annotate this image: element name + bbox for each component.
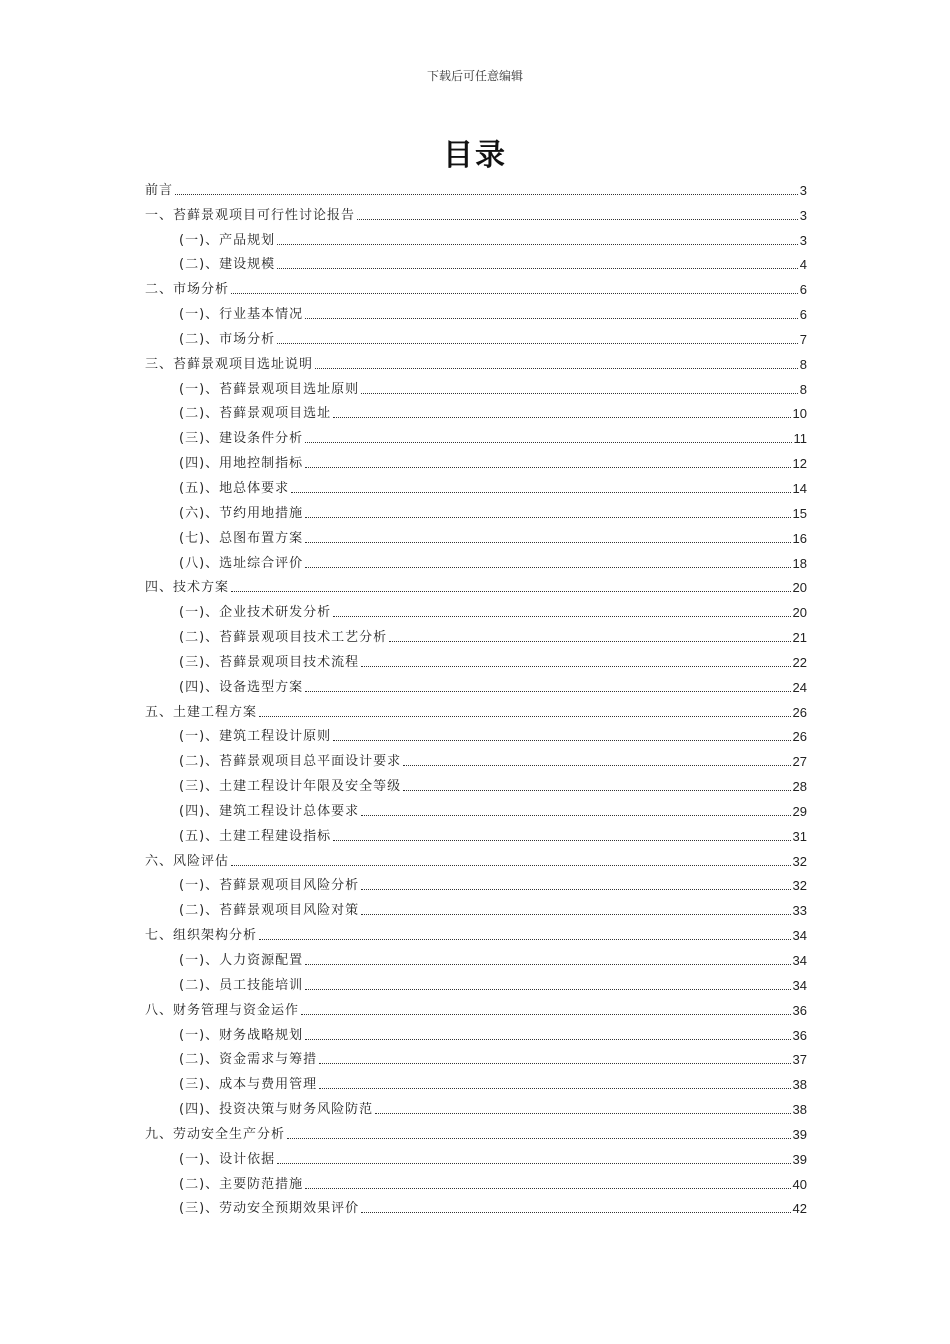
toc-entry-text: (六)、节约用地措施	[179, 505, 304, 521]
toc-entry-text: (一)、建筑工程设计原则	[179, 729, 332, 745]
toc-entry-section[interactable]	[145, 299, 807, 324]
toc-page-number: 34	[792, 977, 807, 993]
toc-entry-text: (二)、建设规模	[179, 257, 276, 273]
toc-page-number: 14	[792, 480, 807, 496]
toc-page-number: 3	[799, 207, 807, 223]
dot-leader	[361, 666, 790, 667]
dot-leader	[315, 368, 798, 369]
toc-entry-section[interactable]	[145, 796, 807, 821]
toc-entry-text: (二)、苔藓景观项目技术工艺分析	[179, 630, 388, 646]
toc-entry-text: (七)、总图布置方案	[179, 530, 304, 546]
dot-leader	[305, 442, 791, 443]
toc-entry-section[interactable]	[145, 473, 807, 498]
toc-page-number: 20	[792, 580, 807, 596]
toc-page-number: 33	[792, 903, 807, 919]
dot-leader	[301, 1014, 791, 1015]
toc-page-number: 12	[792, 456, 807, 472]
toc-page-number: 28	[792, 779, 807, 795]
dot-leader	[277, 244, 798, 245]
dot-leader	[231, 591, 791, 592]
toc-entry-section[interactable]	[145, 423, 807, 448]
toc-page-number: 7	[799, 331, 807, 347]
dot-leader	[319, 1088, 790, 1089]
toc-entry-section[interactable]	[145, 672, 807, 697]
toc-entry-text: (四)、建筑工程设计总体要求	[179, 803, 360, 819]
dot-leader	[277, 343, 798, 344]
toc-entry-text: 一、苔藓景观项目可行性讨论报告	[145, 207, 356, 223]
toc-page-number: 29	[792, 803, 807, 819]
dot-leader	[287, 1138, 791, 1139]
toc-entry-text: (五)、土建工程建设指标	[179, 828, 332, 844]
dot-leader	[231, 865, 791, 866]
toc-page-number: 34	[792, 953, 807, 968]
toc-entry-text: 前言	[145, 182, 174, 198]
toc-entry-text: (二)、苔藓景观项目风险对策	[179, 903, 360, 919]
toc-entry-text: (二)、苔藓景观项目总平面设计要求	[179, 754, 402, 770]
toc-entry-section[interactable]	[145, 871, 807, 896]
toc-entry-section[interactable]	[145, 1094, 807, 1119]
toc-page-number: 18	[792, 555, 807, 571]
toc-entry-text: 二、市场分析	[145, 282, 230, 298]
toc-entry-section[interactable]	[145, 374, 807, 399]
toc-page-number: 24	[792, 679, 807, 695]
dot-leader	[375, 1113, 790, 1114]
header-note: 下载后可任意编辑	[426, 69, 523, 83]
toc-entry-chapter[interactable]	[145, 274, 807, 299]
toc-entry-text: 五、土建工程方案	[145, 704, 258, 720]
toc-entry-text: (二)、市场分析	[179, 331, 276, 347]
toc-entry-text: (一)、苔藓景观项目风险分析	[179, 878, 360, 894]
toc-page-number: 26	[792, 704, 807, 720]
dot-leader	[333, 740, 790, 741]
toc-entry-section[interactable]	[145, 821, 807, 846]
toc-entry-text: (一)、产品规划	[179, 232, 276, 248]
toc-entry-chapter[interactable]	[145, 697, 807, 722]
toc-entry-chapter[interactable]	[145, 573, 807, 598]
toc-entry-section[interactable]	[145, 895, 807, 920]
dot-leader	[357, 219, 798, 220]
toc-entry-section[interactable]	[145, 225, 807, 250]
toc-entry-chapter[interactable]	[145, 349, 807, 374]
table-of-contents	[145, 175, 807, 1218]
dot-leader	[403, 765, 790, 766]
toc-page-number: 6	[799, 307, 807, 323]
toc-page-number: 39	[792, 1151, 807, 1167]
toc-page-number: 3	[799, 182, 807, 198]
dot-leader	[305, 517, 790, 518]
toc-page-number: 34	[792, 928, 807, 944]
dot-leader	[361, 1212, 790, 1213]
toc-page-number: 37	[792, 1052, 807, 1068]
dot-leader	[175, 194, 798, 195]
toc-entry-text: (一)、财务战略规划	[179, 1027, 304, 1043]
toc-page-number: 4	[799, 257, 807, 273]
toc-entry-text: (三)、土建工程设计年限及安全等级	[179, 779, 402, 795]
toc-entry-section[interactable]	[145, 622, 807, 647]
toc-entry-section[interactable]	[145, 945, 807, 970]
toc-page-number: 8	[799, 356, 807, 372]
toc-entry-text: (一)、设计依据	[179, 1151, 276, 1167]
toc-page-number: 36	[792, 1002, 807, 1018]
toc-entry-text: (四)、设备选型方案	[179, 679, 304, 695]
toc-entry-chapter[interactable]	[145, 200, 807, 225]
toc-entry-text: (二)、主要防范措施	[179, 1176, 304, 1192]
toc-entry-text: (二)、资金需求与筹措	[179, 1052, 318, 1068]
dot-leader	[333, 616, 790, 617]
dot-leader	[361, 914, 790, 915]
toc-entry-section[interactable]	[145, 250, 807, 275]
toc-entry-section[interactable]	[145, 1194, 807, 1219]
toc-entry-section[interactable]	[145, 1069, 807, 1094]
toc-page-number: 42	[792, 1201, 807, 1217]
dot-leader	[319, 1063, 790, 1064]
toc-entry-section[interactable]	[145, 399, 807, 424]
toc-page-number: 20	[792, 605, 807, 621]
toc-entry-text: (一)、人力资源配置	[179, 953, 304, 968]
toc-page-number: 15	[792, 505, 807, 521]
toc-entry-text: (三)、建设条件分析	[179, 431, 304, 447]
toc-entry-text: (四)、投资决策与财务风险防范	[179, 1102, 374, 1118]
toc-page-number: 6	[799, 282, 807, 298]
toc-page-number: 32	[792, 853, 807, 869]
toc-entry-text: (一)、行业基本情况	[179, 307, 304, 323]
toc-entry-section[interactable]	[145, 523, 807, 548]
toc-entry-text: 六、风险评估	[145, 853, 230, 869]
dot-leader	[305, 542, 790, 543]
toc-page-number: 3	[799, 232, 807, 248]
toc-entry-chapter[interactable]	[145, 920, 807, 945]
toc-entry-section[interactable]	[145, 647, 807, 672]
toc-page-number: 39	[792, 1126, 807, 1142]
toc-page-number: 10	[792, 406, 807, 422]
dot-leader	[305, 1188, 790, 1189]
toc-entry-text: (三)、成本与费用管理	[179, 1077, 318, 1093]
toc-entry-text: (二)、员工技能培训	[179, 977, 304, 993]
toc-page-number: 22	[792, 654, 807, 670]
toc-entry-chapter[interactable]	[145, 846, 807, 871]
toc-title: 目录	[443, 138, 507, 173]
toc-entry-text: 九、劳动安全生产分析	[145, 1126, 286, 1142]
toc-entry-section[interactable]	[145, 448, 807, 473]
toc-entry-section[interactable]	[145, 324, 807, 349]
toc-page-number: 40	[792, 1176, 807, 1192]
toc-entry-section[interactable]	[145, 597, 807, 622]
toc-entry-text: (一)、苔藓景观项目选址原则	[179, 381, 360, 397]
dot-leader	[361, 393, 798, 394]
toc-page-number: 21	[792, 630, 807, 646]
toc-entry-chapter[interactable]	[145, 175, 807, 200]
toc-page-number: 26	[792, 729, 807, 745]
dot-leader	[361, 815, 790, 816]
toc-page-number: 38	[792, 1102, 807, 1118]
toc-entry-text: 三、苔藓景观项目选址说明	[145, 356, 314, 372]
dot-leader	[231, 293, 798, 294]
toc-page-number: 16	[792, 530, 807, 546]
dot-leader	[389, 641, 790, 642]
dot-leader	[305, 318, 798, 319]
dot-leader	[333, 417, 790, 418]
toc-entry-section[interactable]	[145, 1045, 807, 1070]
toc-entry-text: (三)、劳动安全预期效果评价	[179, 1201, 360, 1217]
toc-entry-text: (四)、用地控制指标	[179, 456, 304, 472]
toc-entry-text: 四、技术方案	[145, 580, 230, 596]
dot-leader	[259, 716, 791, 717]
toc-entry-text: (五)、地总体要求	[179, 480, 290, 496]
toc-entry-chapter[interactable]	[145, 995, 807, 1020]
toc-entry-text: 八、财务管理与资金运作	[145, 1002, 300, 1018]
dot-leader	[277, 1163, 790, 1164]
toc-entry-section[interactable]	[145, 746, 807, 771]
toc-entry-section[interactable]	[145, 722, 807, 747]
dot-leader	[291, 492, 790, 493]
toc-page-number: 11	[793, 431, 807, 447]
dot-leader	[305, 467, 790, 468]
toc-page-number: 36	[792, 1027, 807, 1043]
toc-entry-section[interactable]	[145, 548, 807, 573]
toc-entry-text: (三)、苔藓景观项目技术流程	[179, 654, 360, 670]
toc-entry-text: (一)、企业技术研发分析	[179, 605, 332, 621]
toc-entry-section[interactable]	[145, 771, 807, 796]
toc-entry-section[interactable]	[145, 970, 807, 995]
toc-entry-text: (八)、选址综合评价	[179, 555, 304, 571]
toc-entry-chapter[interactable]	[145, 1119, 807, 1144]
dot-leader	[305, 691, 790, 692]
dot-leader	[305, 964, 790, 965]
dot-leader	[277, 268, 798, 269]
dot-leader	[259, 939, 791, 940]
dot-leader	[305, 1039, 790, 1040]
toc-entry-section[interactable]	[145, 1169, 807, 1194]
toc-page-number: 32	[792, 878, 807, 894]
dot-leader	[305, 989, 790, 990]
toc-page-number: 31	[792, 828, 807, 844]
toc-entry-section[interactable]	[145, 1144, 807, 1169]
toc-page-number: 38	[792, 1077, 807, 1093]
toc-entry-section[interactable]	[145, 498, 807, 523]
toc-page-number: 8	[799, 381, 807, 397]
dot-leader	[333, 840, 790, 841]
toc-entry-section[interactable]	[145, 1020, 807, 1045]
dot-leader	[305, 567, 790, 568]
dot-leader	[403, 790, 790, 791]
toc-page-number: 27	[792, 754, 807, 770]
toc-entry-text: (二)、苔藓景观项目选址	[179, 406, 332, 422]
dot-leader	[361, 889, 790, 890]
toc-entry-text: 七、组织架构分析	[145, 928, 258, 944]
